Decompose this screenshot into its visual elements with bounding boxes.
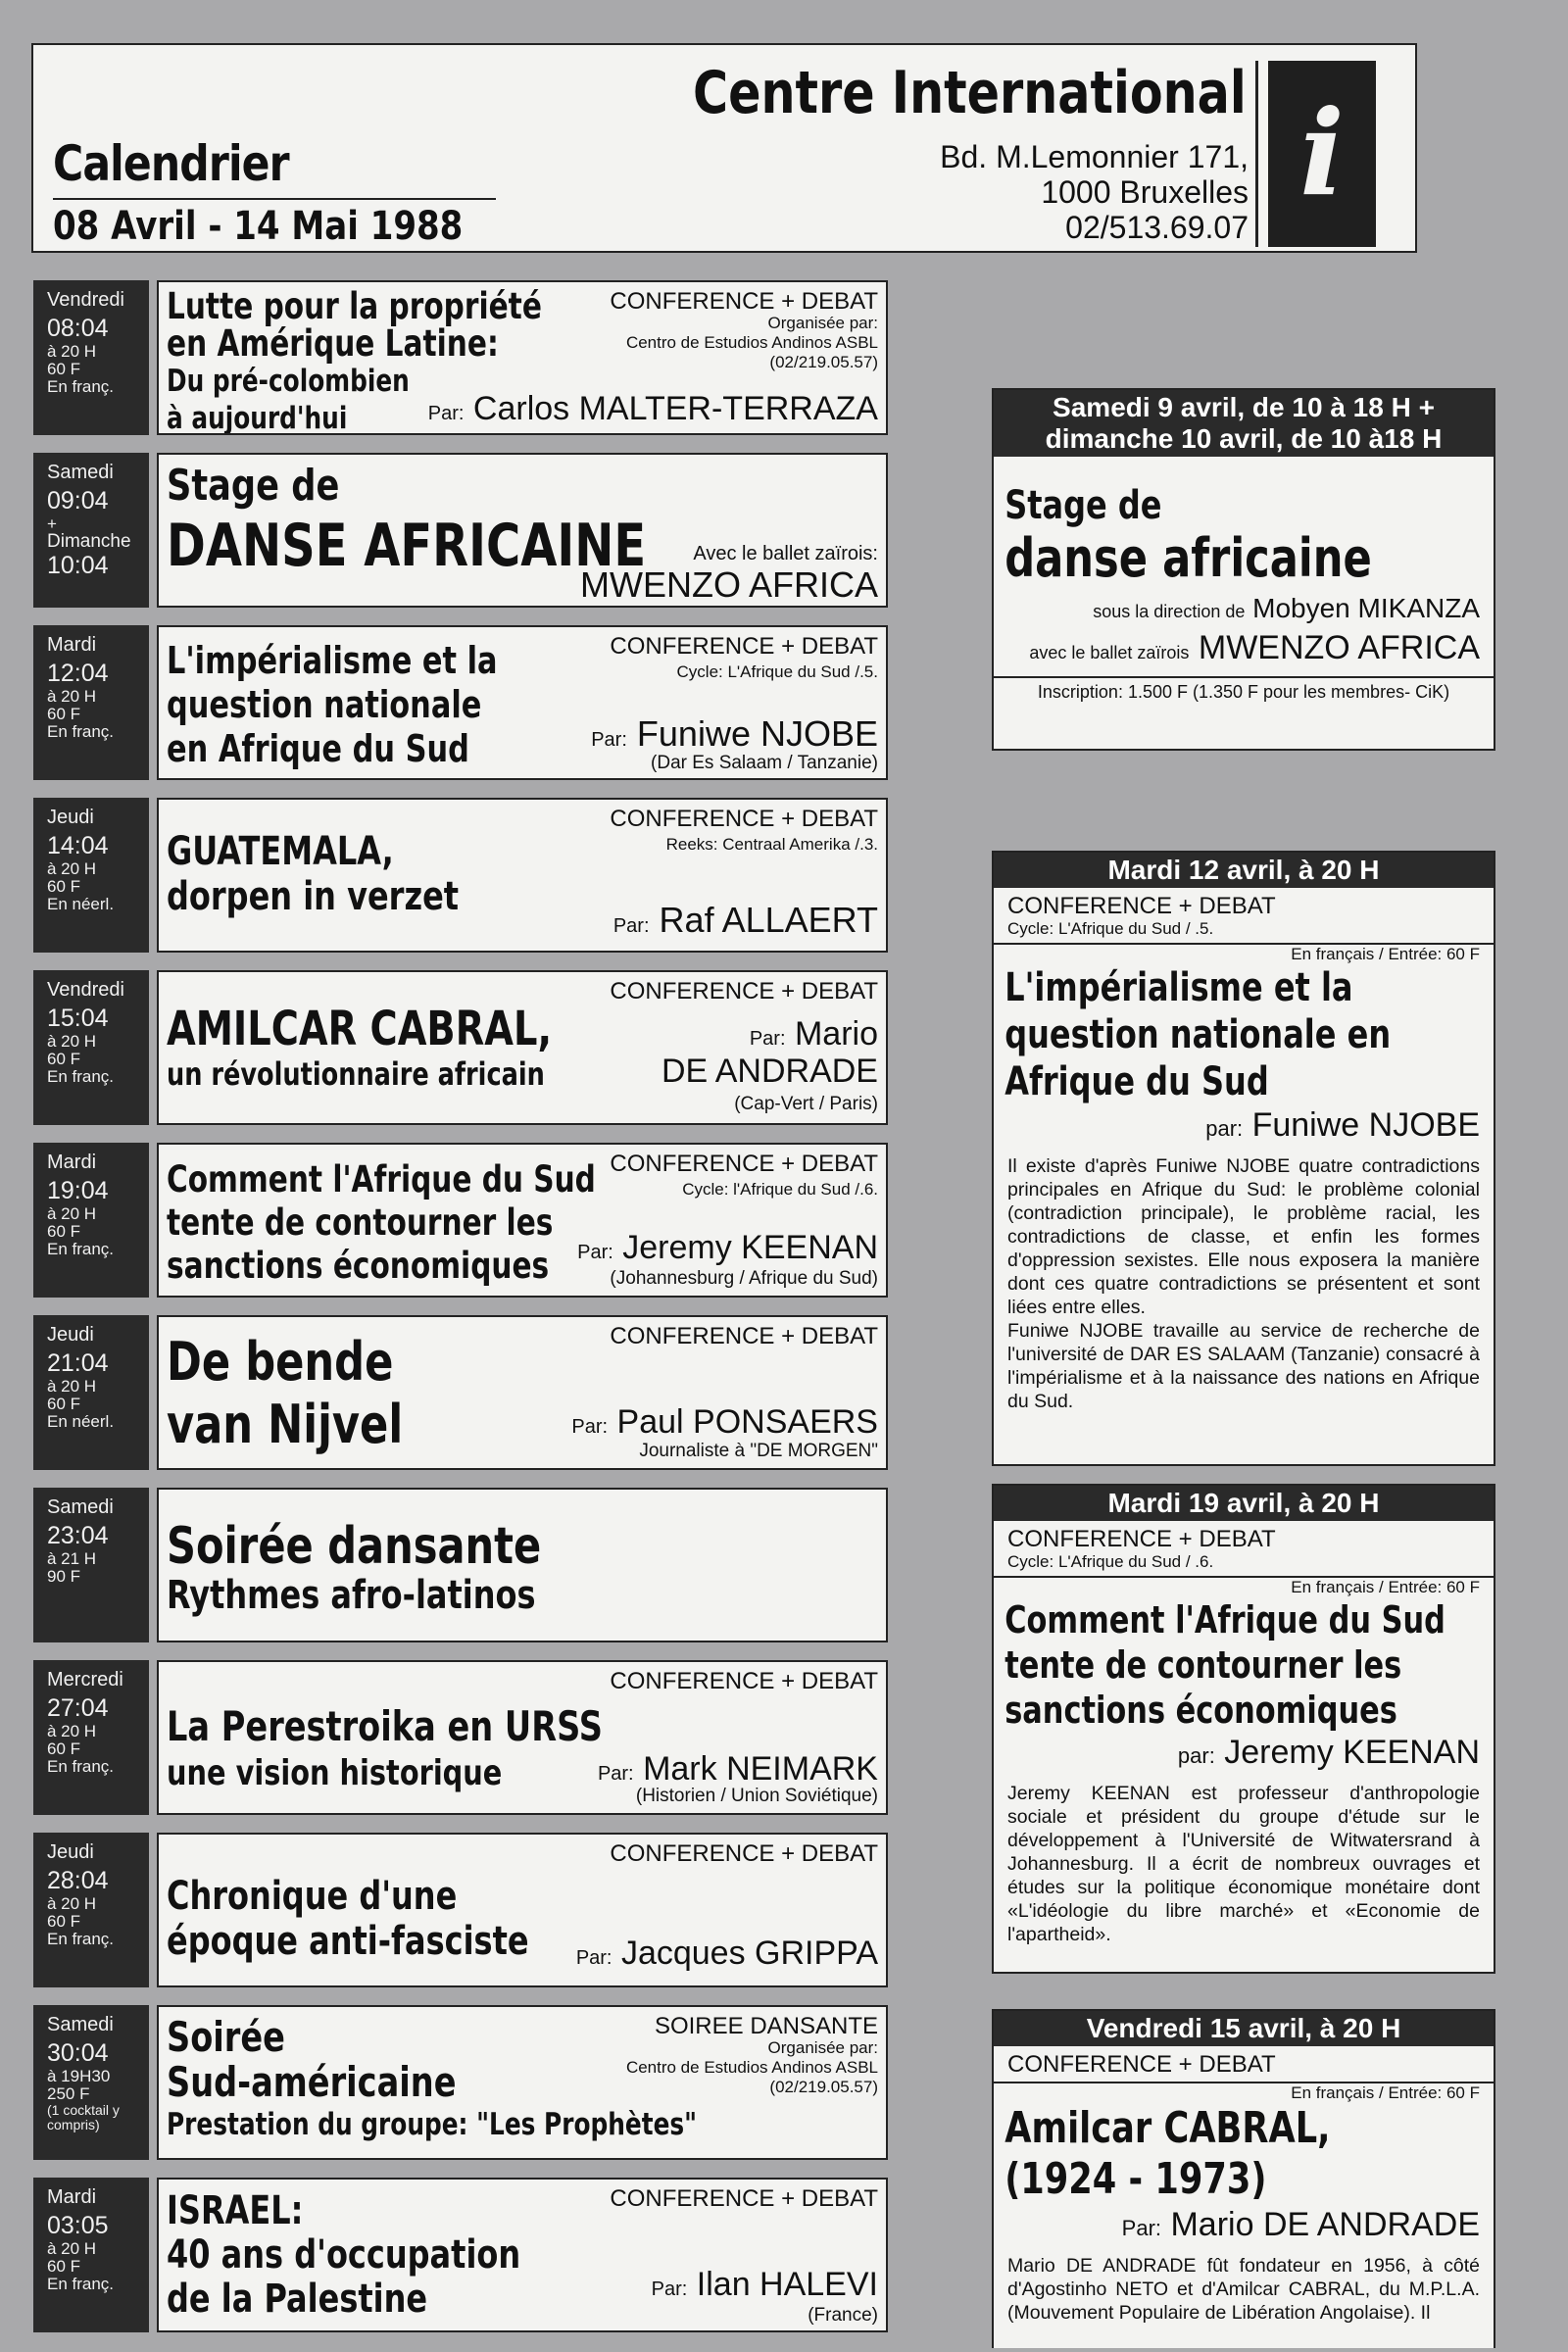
event-date: [33, 1660, 149, 1815]
speaker-note: (Cap-Vert / Paris): [734, 1094, 878, 1114]
event-day: Mercredi: [47, 1669, 123, 1690]
event-title-line: en Amérique Latine:: [167, 322, 499, 365]
speaker-name: Paul PONSAERS: [616, 1403, 878, 1441]
event-row: [33, 1488, 888, 1642]
event-row: [33, 970, 888, 1125]
event-row: [33, 798, 888, 953]
event-title-line: sanctions économiques: [167, 1245, 550, 1287]
panel-keenan: [992, 1484, 1495, 1974]
event-title-line: ISRAEL:: [167, 2188, 304, 2233]
panel-body: Il existe d'après Funiwe NJOBE quatre contradictions principales en Afrique du Sud: le problème colonial (contradiction principale), le problème racial, les contradictions de classe, et enfin les formes d'oppression sexistes. Elle nous exposera la manière dont ces quatre contradictions se présentent et sont liées entre elles.: [1007, 1155, 1480, 1318]
event-language: En franç.: [47, 1757, 115, 1776]
panel-header: Vendredi 15 avril, à 20 H: [994, 2011, 1494, 2046]
phone: 02/513.69.07: [1065, 210, 1249, 245]
panel-header-line: dimanche 10 avril, de 10 à18 H: [1045, 423, 1443, 454]
divider: [1255, 61, 1258, 247]
event-time: à 19H30: [47, 2067, 111, 2085]
event-title-line: Stage de: [167, 461, 340, 511]
event-date-number: 23:04: [47, 1522, 109, 1549]
event-title-line: DANSE AFRICAINE: [167, 512, 647, 580]
panel-title: Afrique du Sud: [1004, 1059, 1269, 1104]
panel-fee: Inscription: 1.500 F (1.350 F pour les membres- CiK): [994, 676, 1494, 703]
panel-title: (1924 - 1973): [1004, 2154, 1267, 2204]
centre-name: Centre International: [693, 59, 1247, 127]
event-price: 60 F: [47, 1395, 81, 1413]
speaker-note: (Dar Es Salaam / Tanzanie): [651, 753, 878, 773]
panel-kind: CONFERENCE + DEBAT: [1007, 1526, 1276, 1552]
event-title: [167, 639, 498, 771]
event-title: [167, 1002, 552, 1092]
event-date-number: 19:04: [47, 1177, 109, 1204]
event-box: [157, 1488, 888, 1642]
director-label: sous la direction de: [1093, 602, 1246, 621]
speaker-name: Ilan HALEVI: [696, 2266, 878, 2303]
event-organizer: Centro de Estudios Andinos ASBL: [625, 2058, 878, 2077]
panel-title: sanctions économiques: [1004, 1689, 1397, 1732]
speaker-name: Mario: [794, 1015, 878, 1053]
event-day: Mardi: [47, 634, 97, 656]
event-organizer: Centro de Estudios Andinos ASBL: [625, 333, 878, 352]
event-date: [33, 1315, 149, 1470]
panel-cabral: [992, 2009, 1495, 2348]
event-speaker: [613, 900, 878, 941]
par-label: Par:: [591, 729, 627, 751]
event-box: [157, 2005, 888, 2160]
event-price: 60 F: [47, 2257, 81, 2276]
panel-director: [994, 592, 1494, 628]
panel-entry: En français / Entrée: 60 F: [1291, 1578, 1480, 1596]
event-date-number: 15:04: [47, 1004, 109, 1032]
event-day: Vendredi: [47, 289, 124, 311]
speaker-name: Funiwe NJOBE: [1251, 1106, 1480, 1144]
event-day: Samedi: [47, 462, 114, 483]
panel-body: Mario DE ANDRADE fût fondateur en 1956, à côté d'Agostinho NETO et d'Amilcar CABRAL, du M.P.L.A. (Mouvement Populaire de Libération Angolaise). Il: [1007, 2255, 1480, 2324]
event-title: [167, 1519, 541, 1617]
event-title: [167, 1158, 596, 1288]
event-title: [167, 829, 459, 919]
event-price: 60 F: [47, 1050, 81, 1068]
event-day: Mardi: [47, 1152, 97, 1173]
speaker-name: Raf ALLAERT: [659, 900, 878, 940]
panel-ballet: [994, 628, 1494, 672]
event-box: [157, 1833, 888, 1987]
event-speaker: [750, 1015, 878, 1054]
event-speaker: [591, 713, 878, 755]
panel-cycle: Cycle: L'Afrique du Sud / .5.: [1007, 919, 1214, 938]
event-ballet-label: Avec le ballet zaïrois:: [693, 543, 878, 564]
event-title-line: Comment l'Afrique du Sud: [167, 1158, 596, 1200]
par-label: Par:: [749, 1028, 786, 1050]
divider: [53, 198, 496, 200]
event-kind: CONFERENCE + DEBAT: [610, 288, 878, 315]
event-kind: CONFERENCE + DEBAT: [610, 1323, 878, 1349]
event-title-line: Soirée dansante: [167, 1517, 542, 1576]
event-row: [33, 453, 888, 608]
speaker-note: (France): [808, 2305, 878, 2326]
event-speaker: [571, 1403, 878, 1442]
event-language: En franç.: [47, 1930, 115, 1948]
event-time: à 20 H: [47, 2239, 97, 2258]
event-day-2: Dimanche: [47, 531, 131, 552]
panel-header: Mardi 12 avril, à 20 H: [994, 853, 1494, 888]
logo: i: [1268, 61, 1376, 247]
panel-entry: En français / Entrée: 60 F: [1291, 945, 1480, 963]
event-title-line: AMILCAR CABRAL,: [167, 1002, 553, 1056]
event-title-line: question nationale: [167, 683, 482, 726]
event-time: à 20 H: [47, 1894, 97, 1913]
event-language: En franç.: [47, 377, 115, 396]
event-row: [33, 2005, 888, 2160]
event-title-line: De bende: [167, 1331, 394, 1393]
address-line-1: Bd. M.Lemonnier 171,: [940, 139, 1249, 174]
event-time: à 20 H: [47, 342, 97, 361]
event-title-line: Lutte pour la propriété: [167, 285, 542, 327]
par-label: Par:: [575, 1947, 612, 1969]
header: [31, 43, 1417, 253]
event-title: [167, 1703, 603, 1797]
event-cycle: Cycle: l'Afrique du Sud /.6.: [682, 1180, 878, 1199]
event-title-line: La Perestroika en URSS: [167, 1702, 603, 1750]
event-box: [157, 280, 888, 435]
event-kind: CONFERENCE + DEBAT: [610, 806, 878, 832]
event-title: [167, 461, 646, 580]
event-date-number: 14:04: [47, 832, 109, 859]
event-speaker: MWENZO AFRICA: [580, 564, 878, 605]
event-day: Jeudi: [47, 807, 94, 828]
event-note: (1 cocktail y: [47, 2102, 120, 2118]
event-title-line: Rythmes afro-latinos: [167, 1573, 536, 1618]
speaker-name: Mark NEIMARK: [643, 1750, 878, 1788]
event-date: [33, 2178, 149, 2332]
par-label: par:: [1177, 1743, 1215, 1768]
speaker-note: (Historien / Union Soviétique): [635, 1786, 878, 1806]
event-title-line: 40 ans d'occupation: [167, 2232, 521, 2278]
event-time: à 20 H: [47, 859, 97, 878]
event-price: 60 F: [47, 1740, 81, 1758]
event-date: [33, 1143, 149, 1298]
event-title: [167, 2189, 520, 2322]
panel-speaker: [994, 1733, 1494, 1776]
panel-header-line: Samedi 9 avril, de 10 à 18 H +: [1053, 392, 1435, 422]
event-date-number: 12:04: [47, 660, 109, 687]
event-date-number: 30:04: [47, 2039, 109, 2067]
event-time: à 20 H: [47, 1377, 97, 1396]
event-price: 60 F: [47, 705, 81, 723]
calendar-title: Calendrier: [53, 135, 289, 192]
panel-body: Funiwe NJOBE travaille au service de recherche de l'université de DAR ES SALAAM (Tanzanie) consacré à l'impérialisme et à la naissance des nations en Afrique du Sud.: [1007, 1320, 1480, 1412]
event-box: [157, 1143, 888, 1298]
event-date-number: 21:04: [47, 1349, 109, 1377]
event-box: [157, 970, 888, 1125]
event-box: [157, 625, 888, 780]
event-price: 60 F: [47, 360, 81, 378]
event-date-number: 08:04: [47, 315, 109, 342]
event-date: [33, 970, 149, 1125]
panel-title: question nationale en: [1004, 1012, 1392, 1057]
event-row: [33, 2178, 888, 2332]
par-label: Par:: [597, 1763, 634, 1785]
panel-title: Stage de: [1004, 483, 1162, 528]
speaker-name: Carlos MALTER-TERRAZA: [472, 390, 878, 427]
event-day: Vendredi: [47, 979, 124, 1001]
event-title-line: dorpen in verzet: [167, 874, 460, 919]
event-kind: CONFERENCE + DEBAT: [610, 2185, 878, 2212]
event-title-line: GUATEMALA,: [167, 829, 394, 874]
event-time: à 20 H: [47, 1204, 97, 1223]
event-title-line: un révolutionnaire africain: [167, 1055, 545, 1093]
event-speaker: [598, 1750, 878, 1788]
event-cycle: Cycle: L'Afrique du Sud /.5.: [676, 662, 878, 681]
event-row: [33, 1833, 888, 1987]
panel-dance-workshop: [992, 388, 1495, 751]
event-title-line: en Afrique du Sud: [167, 727, 469, 770]
panel-speaker: [994, 1105, 1494, 1149]
event-title: [167, 1331, 403, 1456]
event-day: Mardi: [47, 2186, 97, 2208]
event-speaker: [576, 1935, 878, 1973]
par-label: Par:: [577, 1242, 613, 1263]
event-row: [33, 1143, 888, 1298]
event-kind: CONFERENCE + DEBAT: [610, 978, 878, 1004]
event-kind: CONFERENCE + DEBAT: [610, 1151, 878, 1177]
event-title: [167, 2015, 697, 2144]
event-time: à 21 H: [47, 1549, 97, 1568]
panel-speaker: [994, 2205, 1494, 2248]
event-box: [157, 2178, 888, 2332]
event-kind: SOIREE DANSANTE: [654, 2013, 878, 2039]
panel-njobe: [992, 851, 1495, 1466]
par-label: Par:: [612, 915, 650, 937]
event-language: En franç.: [47, 1240, 115, 1258]
speaker-name: Mario DE ANDRADE: [1170, 2206, 1480, 2243]
panel-kind: CONFERENCE + DEBAT: [1007, 893, 1276, 919]
panel-title: Comment l'Afrique du Sud: [1004, 1598, 1446, 1642]
event-title-line: une vision historique: [167, 1753, 503, 1793]
speaker-name: Funiwe NJOBE: [636, 713, 878, 754]
event-language: En franç.: [47, 1067, 115, 1086]
ballet-name: MWENZO AFRICA: [1198, 629, 1480, 666]
event-date: [33, 453, 149, 608]
event-title-line: à aujourd'hui: [167, 401, 348, 435]
event-date: [33, 2005, 149, 2160]
event-language: En franç.: [47, 2275, 115, 2293]
event-row: [33, 1660, 888, 1815]
event-box: [157, 798, 888, 953]
event-title: [167, 1874, 529, 1964]
speaker-name: Jacques GRIPPA: [620, 1935, 878, 1972]
par-label: Par:: [1121, 2216, 1162, 2240]
panel-title: Amilcar CABRAL,: [1004, 2103, 1331, 2153]
event-date-number: 09:04: [47, 487, 109, 514]
event-day: Samedi: [47, 2014, 114, 2035]
event-row: [33, 280, 888, 435]
event-date-number: 03:05: [47, 2212, 109, 2239]
address: [940, 139, 1249, 245]
event-day: Jeudi: [47, 1324, 94, 1346]
par-label: par:: [1205, 1116, 1244, 1141]
event-date: [33, 280, 149, 435]
panel-entry: En français / Entrée: 60 F: [1291, 2083, 1480, 2102]
event-day: Jeudi: [47, 1841, 94, 1863]
event-organizer-label: Organisée par:: [767, 314, 878, 332]
event-day: Samedi: [47, 1496, 114, 1518]
address-line-2: 1000 Bruxelles: [1041, 174, 1249, 210]
event-title-line: van Nijvel: [167, 1394, 404, 1455]
event-title-line: de la Palestine: [167, 2277, 428, 2322]
event-row: [33, 625, 888, 780]
panel-title: danse africaine: [1004, 527, 1372, 589]
speaker-note: (Johannesburg / Afrique du Sud): [610, 1268, 878, 1289]
event-row: [33, 1315, 888, 1470]
calendar-dates: 08 Avril - 14 Mai 1988: [53, 204, 464, 249]
event-organizer-label: Organisée par:: [767, 2038, 878, 2057]
event-date: [33, 1488, 149, 1642]
event-title-line: Chronique d'une: [167, 1874, 458, 1919]
event-language: En néerl.: [47, 1412, 115, 1431]
event-price: 60 F: [47, 1912, 81, 1931]
event-price: 90 F: [47, 1567, 81, 1586]
ballet-label: avec le ballet zaïrois: [1029, 643, 1190, 662]
event-price: 60 F: [47, 1222, 81, 1241]
event-date-number: 28:04: [47, 1867, 109, 1894]
panel-header: Mardi 19 avril, à 20 H: [994, 1486, 1494, 1521]
panel-kind: CONFERENCE + DEBAT: [1007, 2051, 1276, 2078]
event-date: [33, 1833, 149, 1987]
event-title-line: tente de contourner les: [167, 1201, 554, 1244]
event-box: [157, 453, 888, 608]
event-time: à 20 H: [47, 687, 97, 706]
event-title-line: Prestation du groupe: "Les Prophètes": [167, 2107, 698, 2142]
speaker-name: Jeremy KEENAN: [1224, 1734, 1480, 1771]
event-kind: CONFERENCE + DEBAT: [610, 633, 878, 660]
event-title-line: L'impérialisme et la: [167, 639, 498, 682]
event-date: [33, 625, 149, 780]
panel-title: L'impérialisme et la: [1004, 965, 1353, 1010]
panel-header: [994, 390, 1494, 457]
speaker-name: Jeremy KEENAN: [622, 1229, 878, 1266]
panel-title: tente de contourner les: [1004, 1643, 1402, 1687]
event-time: à 20 H: [47, 1722, 97, 1740]
event-title-line: Du pré-colombien: [167, 364, 410, 399]
event-box: [157, 1315, 888, 1470]
event-date-number-2: 10:04: [47, 552, 109, 579]
event-date: [33, 798, 149, 953]
event-organizer-phone: (02/219.05.57): [769, 353, 878, 371]
event-title-line: Sud-américaine: [167, 2058, 457, 2106]
event-organizer-phone: (02/219.05.57): [769, 2078, 878, 2096]
event-price: 60 F: [47, 877, 81, 896]
event-kind: CONFERENCE + DEBAT: [610, 1668, 878, 1694]
event-title-line: époque anti-fasciste: [167, 1919, 529, 1964]
event-kind: CONFERENCE + DEBAT: [610, 1840, 878, 1867]
speaker-note: Journaliste à "DE MORGEN": [639, 1441, 878, 1461]
speaker-name-2: DE ANDRADE: [661, 1053, 878, 1090]
par-label: Par:: [571, 1416, 609, 1438]
event-language: En franç.: [47, 722, 115, 741]
par-label: Par:: [427, 403, 465, 424]
event-date-number: 27:04: [47, 1694, 109, 1722]
event-cycle: Reeks: Centraal Amerika /.3.: [665, 835, 878, 854]
event-note: compris): [47, 2117, 100, 2132]
director-name: Mobyen MIKANZA: [1252, 593, 1480, 623]
event-box: [157, 1660, 888, 1815]
par-label: Par:: [651, 2278, 688, 2300]
event-speaker: [652, 2266, 878, 2304]
panel-cycle: Cycle: L'Afrique du Sud / .6.: [1007, 1552, 1214, 1571]
event-price: 250 F: [47, 2084, 90, 2103]
event-plus: +: [47, 514, 57, 533]
event-title-line: Soirée: [167, 2013, 285, 2061]
event-time: à 20 H: [47, 1032, 97, 1051]
panel-body: Jeremy KEENAN est professeur d'anthropologie sociale et président du groupe d'étude sur le développement à l'Université de Witwatersrand à Johannesburg. Il a écrit de nombreux ouvrages et études sur la politique économique monétaire dont «L'idéologie du libre marché» et «Economie de l'apartheid».: [1007, 1783, 1480, 1945]
event-speaker: [577, 1229, 878, 1267]
event-speaker: [428, 390, 878, 428]
event-language: En néerl.: [47, 895, 115, 913]
